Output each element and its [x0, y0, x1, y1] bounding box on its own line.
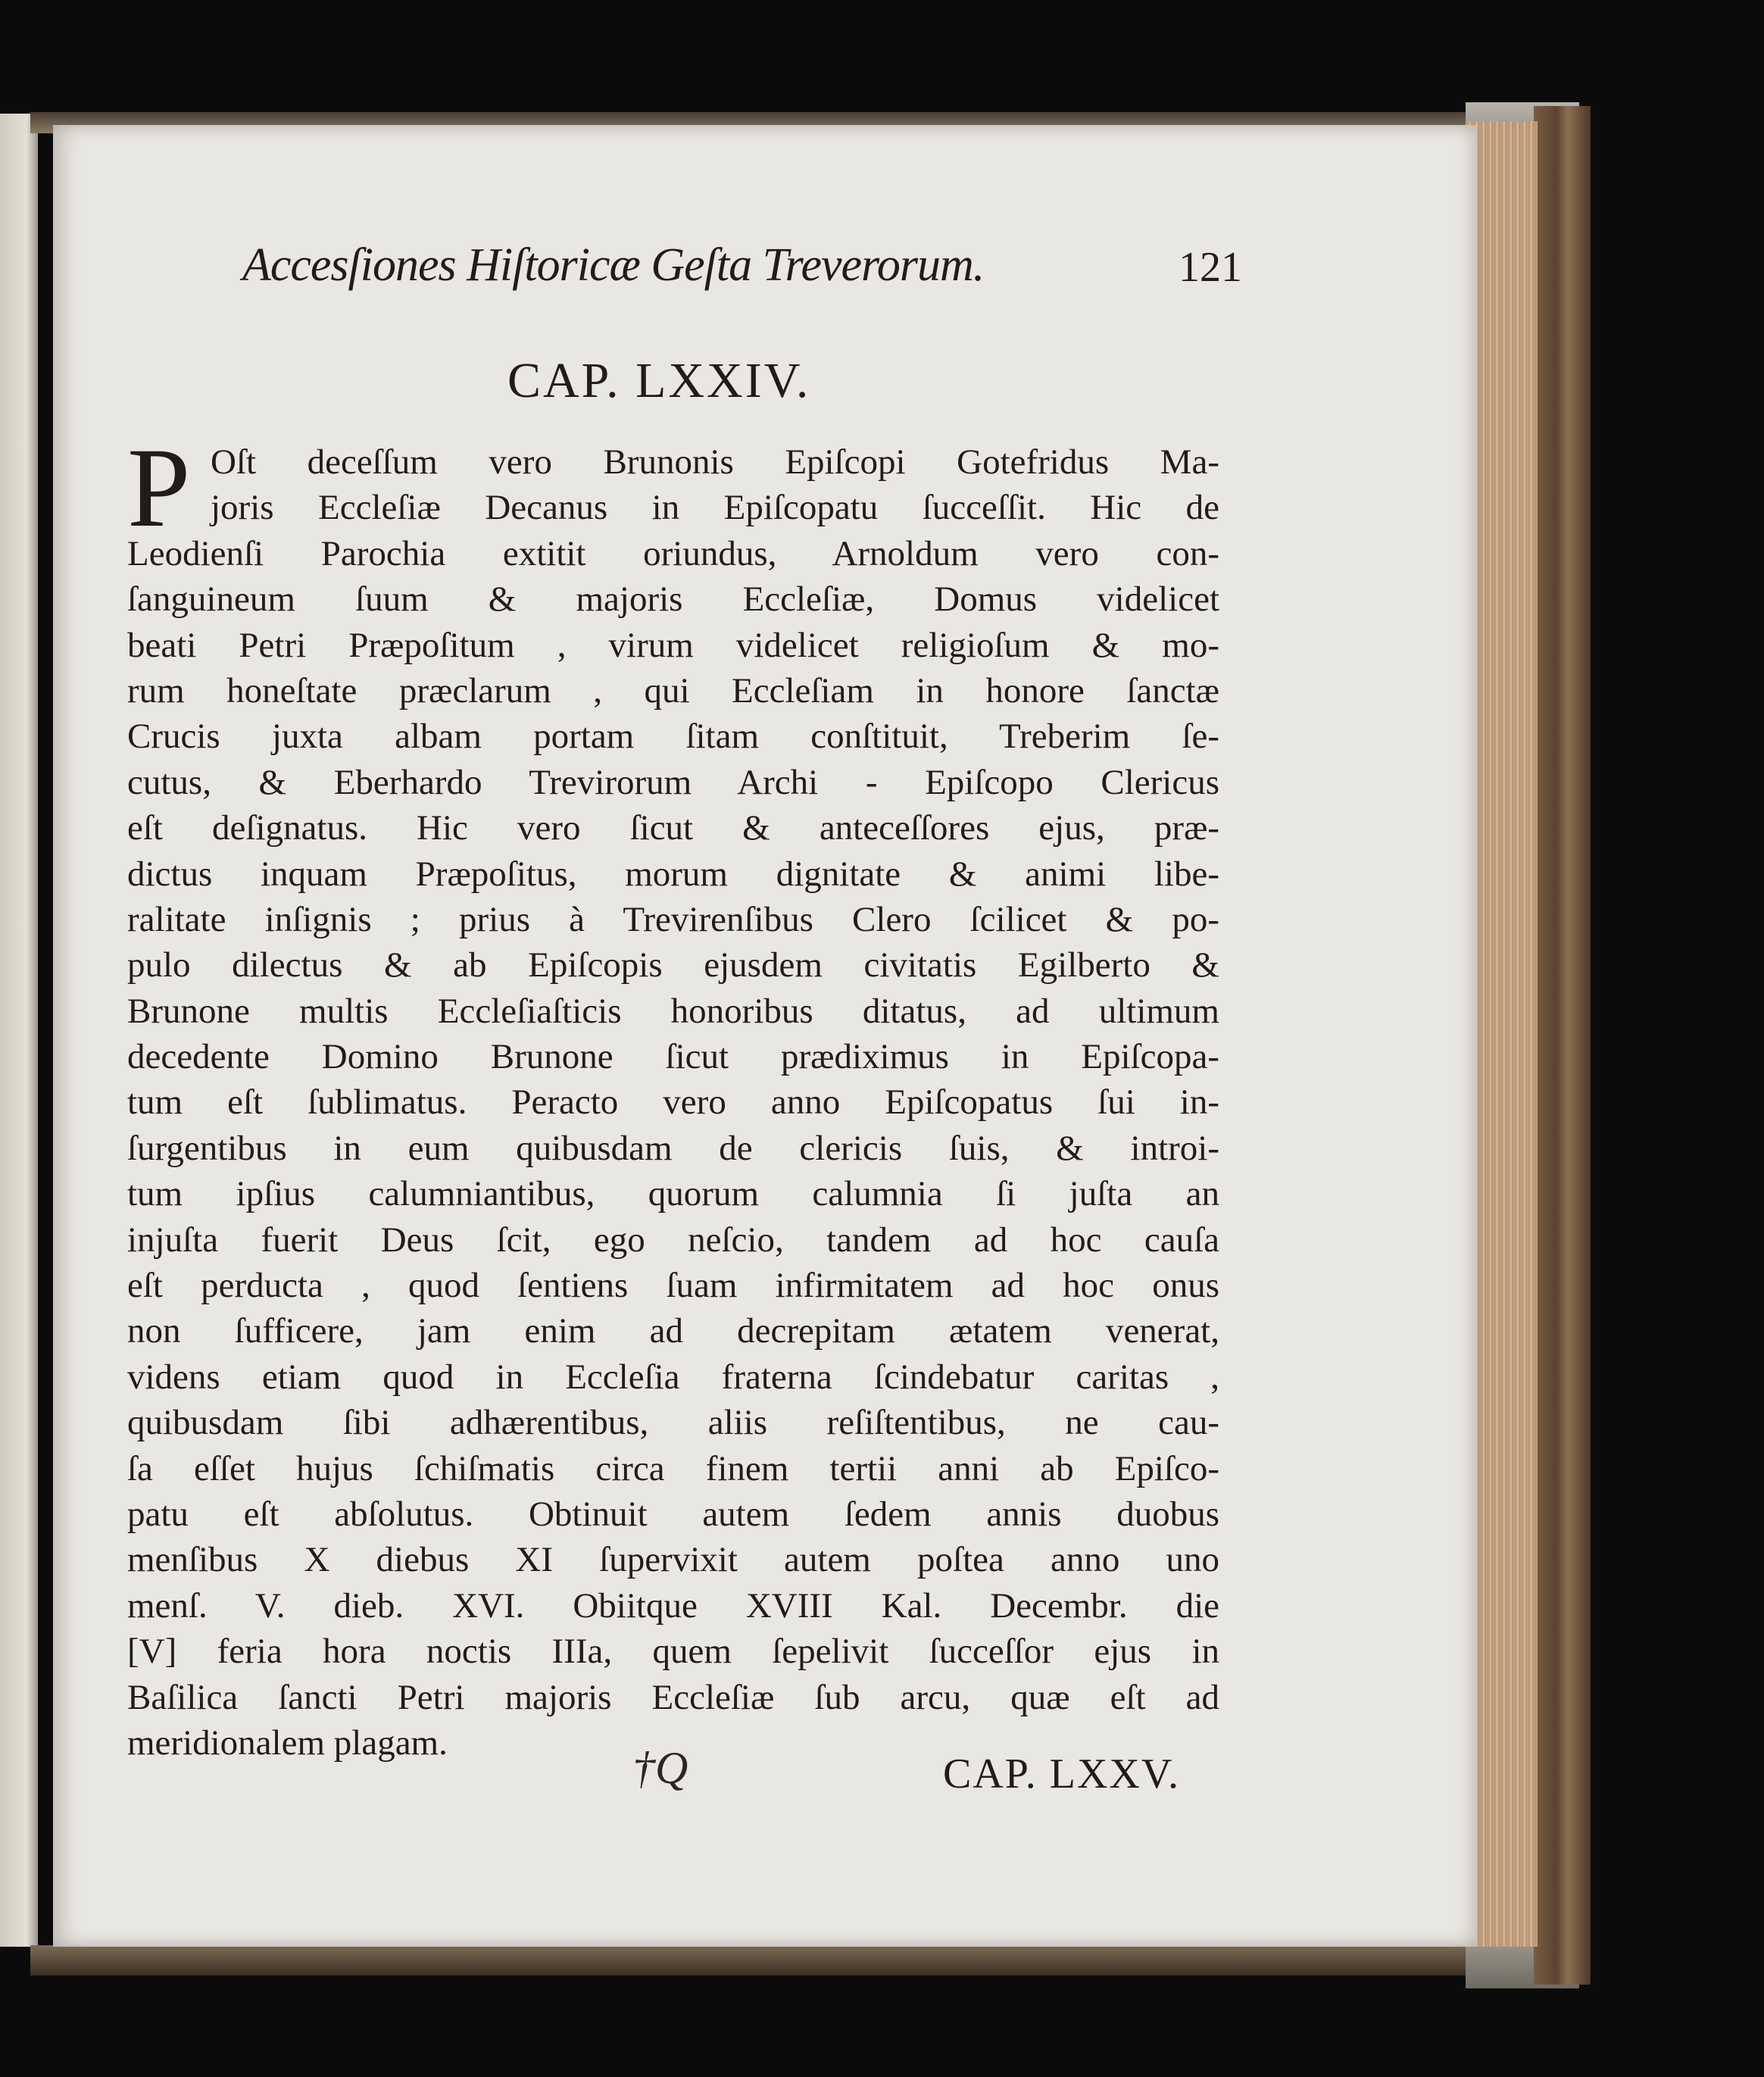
text-line: decedente Domino Brunone ſicut prædiximus in Epiſcopa-: [127, 1037, 1219, 1077]
page-header: [242, 239, 1242, 299]
text-line: pulo dilectus & ab Epiſcopis ejusdem civitatis Egilberto &: [127, 945, 1219, 985]
text-line: ſanguineum ſuum & majoris Eccleſiæ, Domus videlicet: [127, 579, 1219, 620]
text-line: quibusdam ſibi adhærentibus, aliis reſiſtentibus, ne cau-: [127, 1403, 1219, 1443]
text-line: tum ipſius calumniantibus, quorum calumnia ſi juſta an: [127, 1174, 1219, 1214]
text-line: non ſufficere, jam enim ad decrepitam ætatem venerat,: [127, 1311, 1219, 1351]
chapter-heading: CAP. LXXIV.: [507, 353, 811, 408]
text-line: tum eſt ſublimatus. Peracto vero anno Epiſcopatus ſui in-: [127, 1082, 1219, 1123]
page-shadow-bottom: [30, 1945, 1477, 1975]
text-line: menſibus X diebus XI ſupervixit autem poſtea anno uno: [127, 1540, 1219, 1580]
text-line: Leodienſi Parochia extitit oriundus, Arnoldum vero con-: [127, 533, 1219, 573]
text-line: meridionalem plagam.: [127, 1723, 448, 1763]
text-line: Crucis juxta albam portam ſitam conſtituit, Treberim ſe-: [127, 717, 1219, 757]
page-number: 121: [1179, 244, 1242, 291]
text-line: Baſilica ſancti Petri majoris Eccleſiæ ſub arcu, quæ eſt ad: [127, 1677, 1219, 1717]
text-line: beati Petri Præpoſitum , virum videlicet religioſum & mo-: [127, 625, 1219, 665]
text-line: ſurgentibus in eum quibusdam de clericis ſuis, & introi-: [127, 1128, 1219, 1168]
text-line: injuſta fuerit Deus ſcit, ego neſcio, tandem ad hoc cauſa: [127, 1220, 1219, 1260]
body-text: [127, 425, 1219, 1766]
text-line: videns etiam quod in Eccleſia fraterna ſcindebatur caritas ,: [127, 1357, 1219, 1397]
text-line: Oſt deceſſum vero Brunonis Epiſcopi Gotefridus Ma-: [211, 442, 1219, 482]
text-line: eſt deſignatus. Hic vero ſicut & anteceſſores ejus, præ-: [127, 808, 1219, 848]
text-line: ralitate inſignis ; prius à Trevirenſibus Clero ſcilicet & po-: [127, 899, 1219, 939]
text-line: Brunone multis Eccleſiaſticis honoribus ditatus, ad ultimum: [127, 991, 1219, 1031]
drop-initial: P: [127, 425, 191, 551]
text-line: eſt perducta , quod ſentiens ſuam infirmitatem ad hoc onus: [127, 1266, 1219, 1306]
text-line: ſa eſſet hujus ſchiſmatis circa finem tertii anni ab Epiſco-: [127, 1448, 1219, 1488]
text-line: joris Eccleſiæ Decanus in Epiſcopatu ſucceſſit. Hic de: [211, 488, 1219, 528]
text-line: patu eſt abſolutus. Obtinuit autem ſedem annis duobus: [127, 1494, 1219, 1534]
catchword: CAP. LXXV.: [943, 1751, 1181, 1797]
book-cover: [1534, 106, 1591, 1985]
text-line: rum honeſtate præclarum , qui Eccleſiam in honore ſanctæ: [127, 670, 1219, 711]
text-line: cutus, & Eberhardo Trevirorum Archi - Epiſcopo Clericus: [127, 762, 1219, 802]
text-line: menſ. V. dieb. XVI. Obiitque XVIII Kal. Decembr. die: [127, 1585, 1219, 1626]
facing-page-edge: [0, 114, 38, 1947]
running-title: Accesſiones Hiſtoricæ Geſta Treverorum.: [242, 239, 985, 291]
signature-mark: †Q: [632, 1743, 688, 1793]
text-line: [V] feria hora noctis IIIa, quem ſepelivit ſucceſſor ejus in: [127, 1632, 1219, 1672]
text-line: dictus inquam Præpoſitus, morum dignitate & animi libe-: [127, 854, 1219, 894]
